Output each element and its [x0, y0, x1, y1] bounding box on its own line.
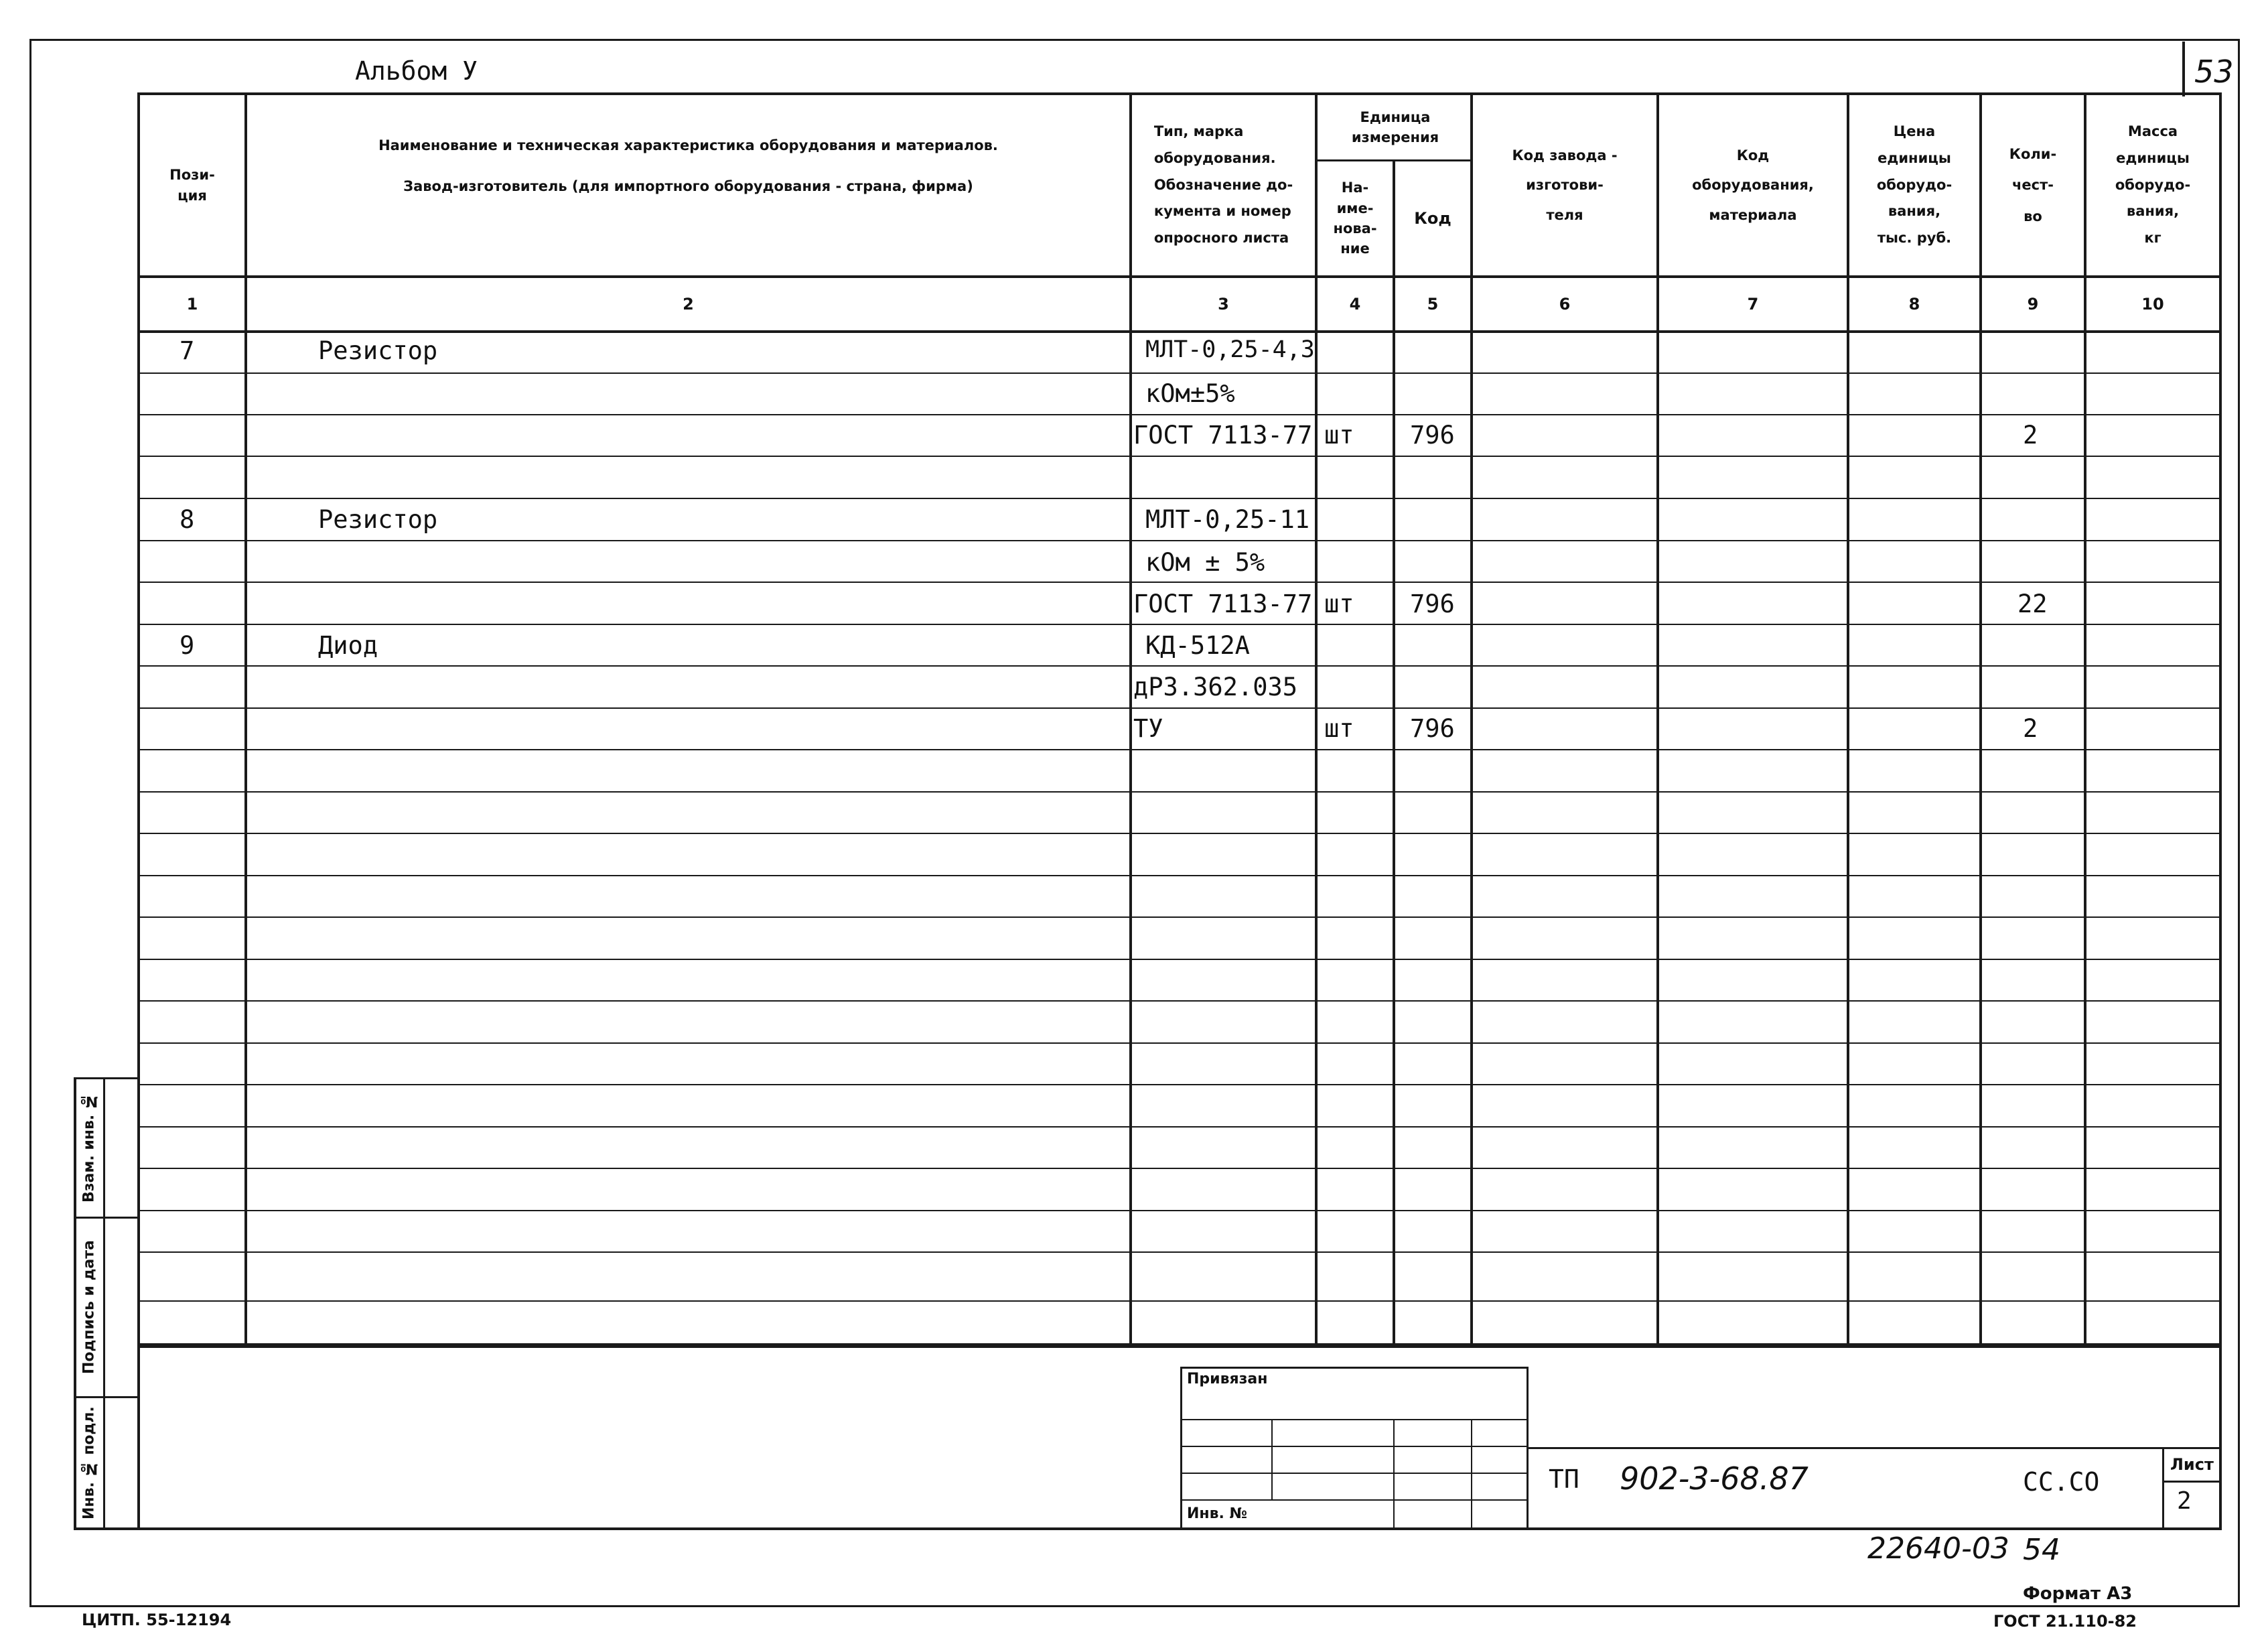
row-code: 796 — [1410, 421, 1455, 450]
row-code: 796 — [1410, 714, 1455, 743]
header-unit-group: Единица измерения — [1351, 109, 1439, 145]
doc-code: СС.СО — [2023, 1467, 2100, 1497]
row-unit: шт — [1324, 421, 1354, 450]
colnum-8: 8 — [1908, 294, 1920, 314]
stamp-signature-date: Подпись и дата — [80, 1240, 98, 1375]
row-type: ТУ — [1133, 714, 1163, 743]
tp-label: ТП — [1549, 1464, 1579, 1494]
row-quantity: 2 — [2023, 714, 2038, 743]
colnum-10: 10 — [2141, 294, 2164, 314]
header-unit-name: На- име- нова- ние — [1333, 180, 1377, 257]
inv-number-label: Инв. № — [1187, 1505, 1248, 1522]
row-quantity: 22 — [2017, 590, 2048, 618]
row-unit: шт — [1324, 714, 1354, 743]
colnum-4: 4 — [1349, 294, 1361, 314]
header-unit-mass: Масса единицы оборудо- вания, кг — [2115, 123, 2191, 247]
stamp-original-inv: Инв. № подл. — [80, 1406, 98, 1519]
sheet-label: Лист — [2170, 1455, 2214, 1474]
row-type: ГОСТ 7113-77 — [1133, 590, 1313, 618]
header-quantity: Коли- чест- во — [2009, 146, 2057, 224]
colnum-5: 5 — [1427, 294, 1439, 314]
header-type: Тип, марка оборудования. Обозначение до- кумента и номер опросного листа — [1153, 123, 1293, 247]
sheet-number: 2 — [2177, 1487, 2192, 1515]
page-number: 53 — [2194, 54, 2234, 90]
row-name: Диод — [318, 631, 378, 660]
colnum-6: 6 — [1559, 294, 1571, 314]
row-type: дР3.362.035 — [1133, 673, 1298, 701]
row-position: 7 — [180, 336, 195, 365]
gost-mark: ГОСТ 21.110-82 — [1993, 1612, 2137, 1631]
colnum-7: 7 — [1747, 294, 1759, 314]
format-label: Формат А3 — [2023, 1584, 2133, 1604]
printer-mark: ЦИТП. 55-12194 — [82, 1611, 232, 1629]
colnum-2: 2 — [683, 294, 694, 314]
stamp-replaced-inv: Взам. инв. № — [80, 1093, 98, 1203]
header-name: Наименование и техническая характеристика оборудования и материалов. Завод-изготовитель (для импортного оборудования - страна, фирма) — [378, 137, 998, 194]
row-name: Резистор — [318, 336, 438, 365]
row-code: 796 — [1410, 590, 1455, 618]
colnum-9: 9 — [2027, 294, 2039, 314]
header-position: Пози- ция — [169, 167, 215, 204]
header-unit-price: Цена единицы оборудо- вания, тыс. руб. — [1876, 123, 1953, 247]
row-name: Резистор — [318, 505, 438, 534]
header-factory-code: Код завода - изготови- теля — [1512, 147, 1618, 223]
privyazan-label: Привязан — [1187, 1371, 1268, 1387]
row-type: КД-512А — [1145, 631, 1250, 660]
row-unit: шт — [1324, 590, 1354, 618]
colnum-3: 3 — [1218, 294, 1229, 314]
row-quantity: 2 — [2023, 421, 2038, 450]
archive-number: 22640-03 — [1867, 1531, 2009, 1566]
row-type: МЛТ-0,25-11 — [1145, 505, 1310, 534]
header-equipment-code: Код оборудования, материала — [1692, 147, 1814, 223]
album-label: Альбом У — [355, 56, 478, 86]
row-type: кОм ± 5% — [1145, 548, 1265, 577]
header-unit-code: Код — [1414, 208, 1451, 228]
row-position: 8 — [180, 505, 195, 534]
row-type: ГОСТ 7113-77 — [1133, 421, 1313, 450]
row-type: кОм±5% — [1145, 379, 1235, 408]
row-position: 9 — [180, 631, 195, 660]
colnum-1: 1 — [186, 294, 198, 314]
tp-number: 902-3-68.87 — [1620, 1460, 1809, 1497]
row-type: МЛТ-0,25-4,3 — [1145, 336, 1315, 363]
archive-page: 54 — [2023, 1533, 2060, 1567]
